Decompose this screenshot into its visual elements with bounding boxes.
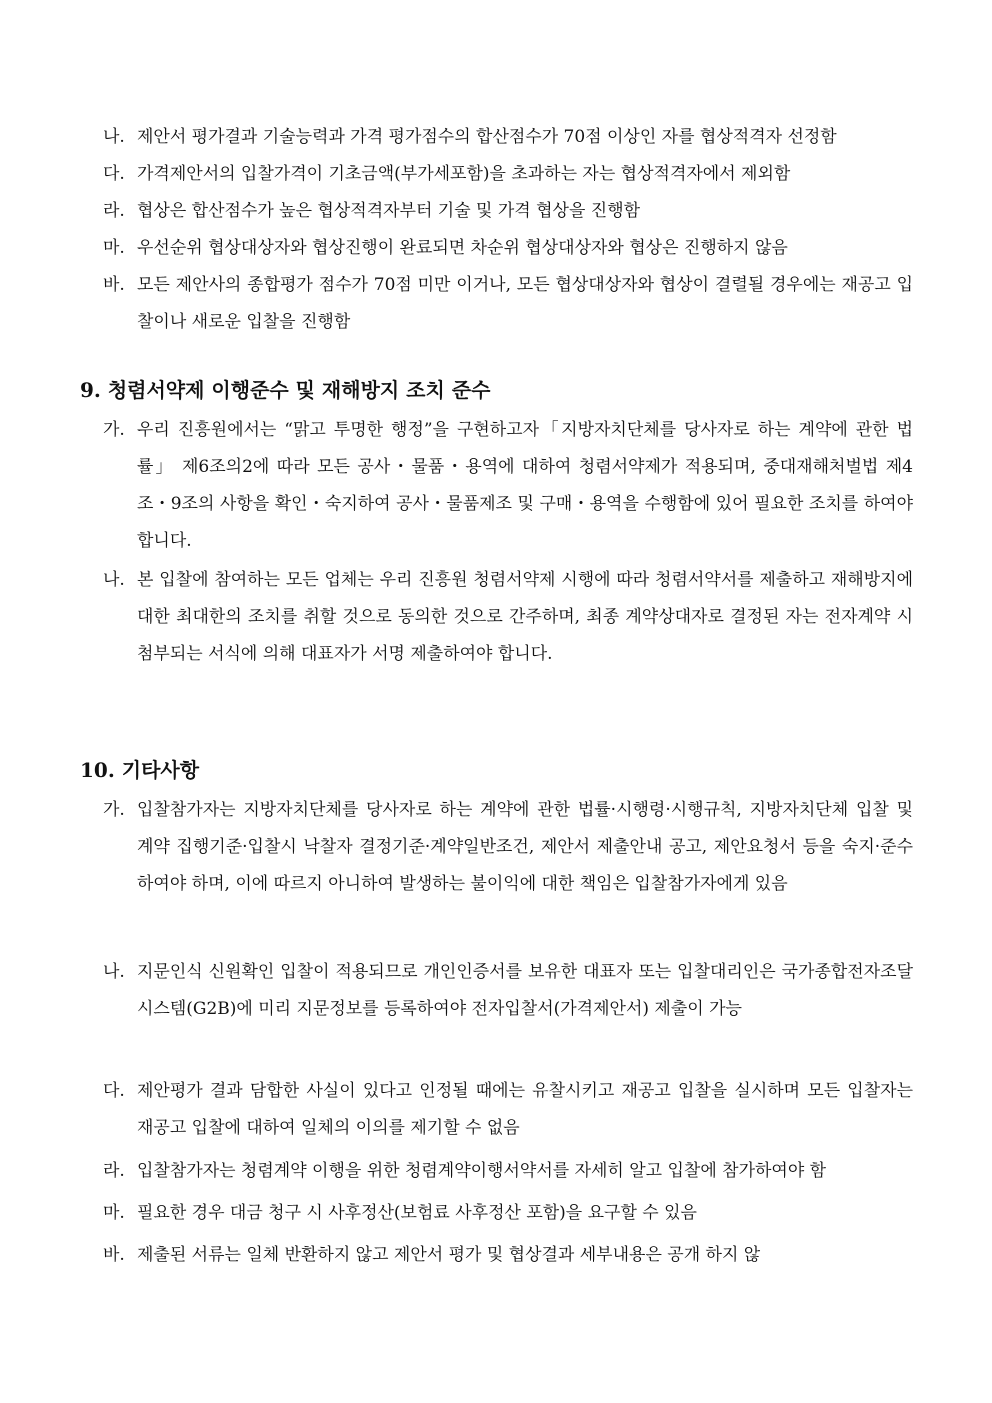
item-marker: 바. <box>103 275 125 295</box>
item-text: 가격제안서의 입찰가격이 기초금액(부가세포함)을 초과하는 자는 협상적격자에서 제외함 <box>137 164 791 184</box>
item-text: 제안평가 결과 담합한 사실이 있다고 인정될 때에는 유찰시키고 재공고 입찰을 실시하며 모든 입찰자는 재공고 입찰에 대하여 일체의 이의를 제기할 수 없음 <box>137 1081 913 1138</box>
item-marker: 다. <box>103 164 125 184</box>
item-text: 우리 진흥원에서는 “맑고 투명한 행정”을 구현하고자「지방자치단체를 당사자로 하는 계약에 관한 법률」 제6조의2에 따라 모든 공사・물품・용역에 대하여 청렴서약제가 적용되며, 중대재해처벌법 제4조・9조의 사항을 확인・숙지하여 공사・물품제조 및 구매・용역을 수행함에 있어 필요한 조치를 하여야 합니다. <box>137 420 913 551</box>
list-item <box>103 792 913 903</box>
item-text: 본 입찰에 참여하는 모든 업체는 우리 진흥원 청렴서약제 시행에 따라 청렴서약서를 제출하고 재해방지에 대한 최대한의 조치를 취할 것으로 동의한 것으로 간주하며, 최종 계약상대자로 결정된 자는 전자계약 시 첨부되는 서식에 의해 대표자가 서명 제출하여야 합니다. <box>137 570 913 664</box>
list-item <box>103 562 913 673</box>
list-item <box>103 412 913 560</box>
item-marker: 나. <box>103 127 125 147</box>
item-marker: 바. <box>103 1245 125 1265</box>
item-text: 제안서 평가결과 기술능력과 가격 평가점수의 합산점수가 70점 이상인 자를 협상적격자 선정함 <box>137 127 837 147</box>
list-item <box>103 1237 913 1274</box>
list-item <box>103 1073 913 1147</box>
list-item <box>103 119 913 156</box>
item-marker: 가. <box>103 420 125 440</box>
item-text: 모든 제안사의 종합평가 점수가 70점 미만 이거나, 모든 협상대상자와 협상이 결렬될 경우에는 재공고 입찰이나 새로운 입찰을 진행함 <box>137 275 913 332</box>
item-text: 입찰참가자는 청렴계약 이행을 위한 청렴계약이행서약서를 자세히 알고 입찰에 참가하여야 함 <box>137 1161 827 1181</box>
section-heading: 9. 청렴서약제 이행준수 및 재해방지 조치 준수 <box>80 378 491 402</box>
list-item <box>103 230 913 267</box>
item-marker: 나. <box>103 962 125 982</box>
item-text: 입찰참가자는 지방자치단체를 당사자로 하는 계약에 관한 법률·시행령·시행규칙, 지방자치단체 입찰 및 계약 집행기준·입찰시 낙찰자 결정기준·계약일반조건, 제안서 제출안내 공고, 제안요청서 등을 숙지·준수하여야 하며, 이에 따르지 아니하여 발생하는 불이익에 대한 책임은 입찰참가자에게 있음 <box>137 800 913 894</box>
item-text: 지문인식 신원확인 입찰이 적용되므로 개인인증서를 보유한 대표자 또는 입찰대리인은 국가종합전자조달시스템(G2B)에 미리 지문정보를 등록하여야 전자입찰서(가격제안서) 제출이 가능 <box>137 962 913 1019</box>
item-text: 협상은 합산점수가 높은 협상적격자부터 기술 및 가격 협상을 진행함 <box>137 201 641 221</box>
item-marker: 가. <box>103 800 125 820</box>
item-text: 필요한 경우 대금 청구 시 사후정산(보험료 사후정산 포함)을 요구할 수 있음 <box>137 1203 697 1223</box>
item-marker: 라. <box>103 201 125 221</box>
list-item <box>103 267 913 341</box>
item-text: 제출된 서류는 일체 반환하지 않고 제안서 평가 및 협상결과 세부내용은 공개 하지 않 <box>137 1245 761 1265</box>
list-item <box>103 193 913 230</box>
item-marker: 마. <box>103 1203 125 1223</box>
list-item <box>103 1153 913 1190</box>
list-item <box>103 954 913 1028</box>
item-marker: 다. <box>103 1081 125 1101</box>
item-marker: 마. <box>103 238 125 258</box>
item-text: 우선순위 협상대상자와 협상진행이 완료되면 차순위 협상대상자와 협상은 진행하지 않음 <box>137 238 788 258</box>
item-marker: 나. <box>103 570 125 590</box>
section-heading: 10. 기타사항 <box>80 758 200 782</box>
list-item <box>103 156 913 193</box>
list-item <box>103 1195 913 1232</box>
item-marker: 라. <box>103 1161 125 1181</box>
